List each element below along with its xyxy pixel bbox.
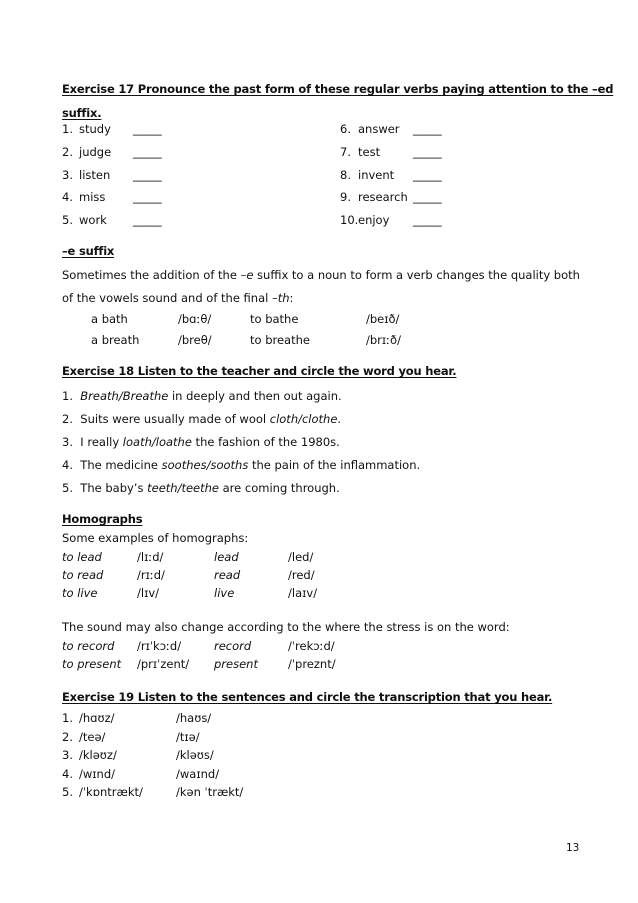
text-span: in deeply and then out again.: [168, 389, 342, 403]
list-item-number: 2.: [62, 145, 73, 159]
list-item-number: 2.: [62, 730, 73, 744]
verb-word: answer: [358, 122, 400, 136]
stress-noun-transcription: /ˈpreznt/: [288, 657, 336, 671]
sentence-item: [62, 435, 340, 449]
exercise-17-heading: Exercise 17 Pronounce the past form of these regular verbs paying attention to the –ed: [62, 82, 614, 96]
answer-blank: _____: [413, 122, 442, 136]
noun-transcription: /breθ/: [178, 333, 212, 347]
list-item-number: 9.: [340, 190, 351, 204]
transcription-option-b: /tɪə/: [176, 730, 200, 744]
sentence-item: [62, 481, 340, 495]
word-choice: cloth/clothe: [269, 412, 338, 426]
answer-blank: _____: [133, 122, 162, 136]
word-choice: loath/loathe: [122, 435, 192, 449]
text-span: The baby’s: [80, 481, 148, 495]
list-item-number: 5.: [62, 213, 73, 227]
homograph-form-transcription: /led/: [288, 550, 314, 564]
transcription-option-b: /haʊs/: [176, 711, 212, 725]
answer-blank: _____: [133, 190, 162, 204]
homograph-form: read: [214, 568, 241, 582]
list-item-number: 7.: [340, 145, 351, 159]
e-suffix-paragraph-line-1: [62, 268, 580, 282]
list-item-number: 3.: [62, 748, 73, 762]
transcription-option-a: /ˈkɒntrækt/: [79, 785, 143, 799]
homograph-form: live: [214, 586, 235, 600]
verb-transcription: /brɪːð/: [366, 333, 401, 347]
text-span: are coming through.: [218, 481, 340, 495]
list-item-number: 5.: [62, 785, 73, 799]
transcription-option-a: /hɑʊz/: [79, 711, 115, 725]
list-item-number: 5.: [62, 481, 73, 495]
homograph-verb: to lead: [62, 550, 102, 564]
homograph-form-transcription: /red/: [288, 568, 315, 582]
word-choice: Breath/Breathe: [80, 389, 169, 403]
text-span: the fashion of the 1980s.: [191, 435, 340, 449]
text-span: .: [337, 412, 342, 426]
transcription-option-b: /waɪnd/: [176, 767, 220, 781]
homograph-form: lead: [214, 550, 239, 564]
verb-word: test: [358, 145, 381, 159]
noun-transcription: /bɑːθ/: [178, 312, 212, 326]
e-suffix-heading: –e suffix: [62, 244, 115, 258]
answer-blank: _____: [133, 145, 162, 159]
answer-blank: _____: [413, 190, 442, 204]
verb-word: to breathe: [250, 333, 310, 347]
list-item-number: 4.: [62, 458, 73, 472]
homograph-verb-transcription: /rɪːd/: [137, 568, 165, 582]
answer-blank: _____: [413, 145, 442, 159]
homograph-verb-transcription: /lɪv/: [137, 586, 160, 600]
e-suffix-paragraph-line-2: [62, 291, 293, 305]
list-item-number: 8.: [340, 168, 351, 182]
sentence-item: [62, 412, 341, 426]
exercise-19-heading: Exercise 19 Listen to the sentences and circle the transcription that you hear.: [62, 690, 553, 704]
text-span: The medicine: [80, 458, 162, 472]
italic-term: –e: [240, 268, 254, 282]
answer-blank: _____: [133, 213, 162, 227]
homograph-verb: to read: [62, 568, 104, 582]
stress-noun: present: [214, 657, 258, 671]
homograph-verb: to live: [62, 586, 98, 600]
answer-blank: _____: [413, 213, 442, 227]
verb-word: miss: [79, 190, 106, 204]
stress-explanation: The sound may also change according to the where the stress is on the word:: [62, 620, 510, 634]
text-span: of the vowels sound and of the final: [62, 291, 272, 305]
list-item-number: 2.: [62, 412, 73, 426]
answer-blank: _____: [413, 168, 442, 182]
noun-word: a breath: [91, 333, 140, 347]
noun-word: a bath: [91, 312, 128, 326]
stress-verb: to present: [62, 657, 122, 671]
transcription-option-a: /teə/: [79, 730, 106, 744]
exercise-18-heading: Exercise 18 Listen to the teacher and circle the word you hear.: [62, 364, 457, 378]
list-item-number: 1.: [62, 389, 73, 403]
verb-word: judge: [79, 145, 112, 159]
transcription-option-b: /kləʊs/: [176, 748, 214, 762]
stress-verb-transcription: /rɪˈkɔːd/: [137, 639, 182, 653]
list-item-number: 3.: [62, 435, 73, 449]
italic-term: –th: [271, 291, 290, 305]
page-number: 13: [566, 842, 580, 854]
sentence-item: [62, 389, 342, 403]
homographs-heading: Homographs: [62, 512, 143, 526]
exercise-17-heading-continued: suffix.: [62, 106, 102, 120]
verb-word: study: [79, 122, 111, 136]
verb-word: research: [358, 190, 408, 204]
stress-verb: to record: [62, 639, 115, 653]
verb-word: listen: [79, 168, 111, 182]
verb-word: invent: [358, 168, 395, 182]
list-item-number: 1.: [62, 711, 73, 725]
answer-blank: _____: [133, 168, 162, 182]
homograph-form-transcription: /laɪv/: [288, 586, 318, 600]
list-item-number: 4.: [62, 190, 73, 204]
sentence-item: [62, 458, 420, 472]
word-choice: teeth/teethe: [147, 481, 219, 495]
verb-word: to bathe: [250, 312, 299, 326]
text-span: the pain of the inflammation.: [248, 458, 421, 472]
stress-noun-transcription: /ˈrekɔːd/: [288, 639, 335, 653]
verb-word: enjoy: [358, 213, 390, 227]
transcription-option-a: /wɪnd/: [79, 767, 116, 781]
list-item-number: 6.: [340, 122, 351, 136]
stress-noun: record: [214, 639, 252, 653]
list-item-number: 10.: [340, 213, 359, 227]
text-span: :: [289, 291, 294, 305]
text-span: suffix to a noun to form a verb changes the quality both: [253, 268, 580, 282]
homographs-intro: Some examples of homographs:: [62, 531, 249, 545]
verb-word: work: [79, 213, 107, 227]
text-span: I really: [80, 435, 123, 449]
homograph-verb-transcription: /lɪːd/: [137, 550, 164, 564]
list-item-number: 1.: [62, 122, 73, 136]
list-item-number: 4.: [62, 767, 73, 781]
verb-transcription: /beɪð/: [366, 312, 400, 326]
transcription-option-b: /kən ˈtrækt/: [176, 785, 244, 799]
stress-verb-transcription: /prɪˈzent/: [137, 657, 190, 671]
list-item-number: 3.: [62, 168, 73, 182]
transcription-option-a: /kləʊz/: [79, 748, 117, 762]
word-choice: soothes/sooths: [161, 458, 249, 472]
text-span: Suits were usually made of wool: [80, 412, 270, 426]
text-span: Sometimes the addition of the: [62, 268, 241, 282]
